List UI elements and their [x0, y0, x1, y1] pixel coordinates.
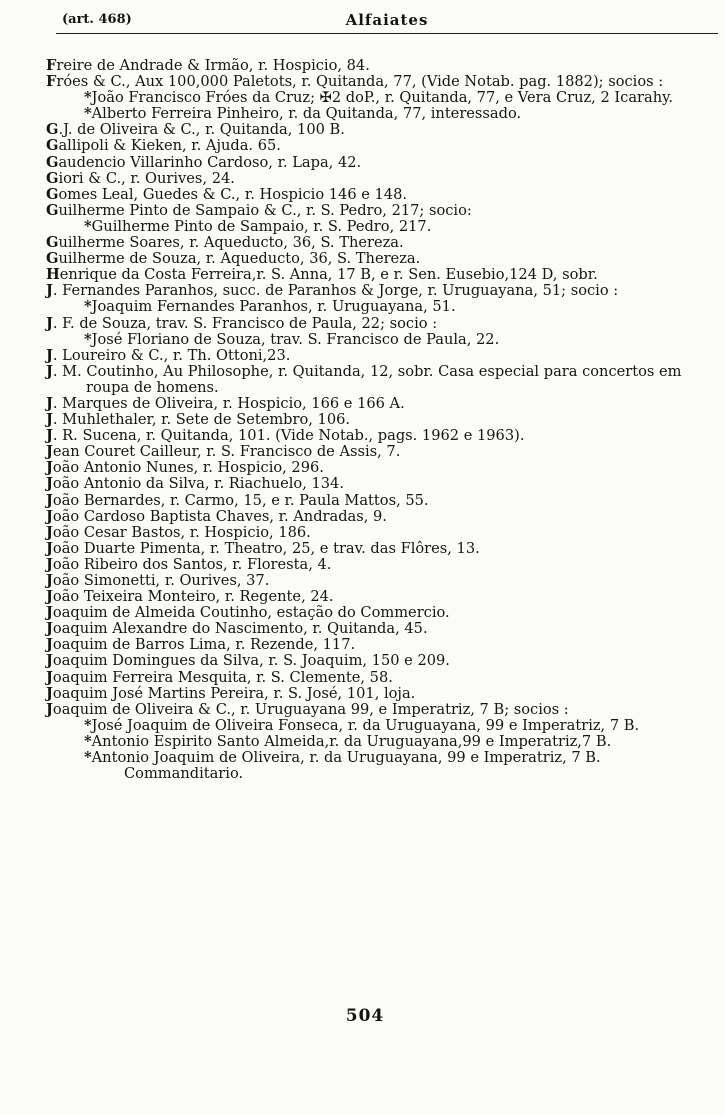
entry-text: . Marques de Oliveira, r. Hospicio, 166 e 166 A.: [52, 394, 405, 412]
entry-text: oão Cesar Bastos, r. Hospicio, 186.: [52, 523, 311, 541]
entry-initial: H: [46, 266, 60, 284]
entry-initial: J: [46, 362, 53, 380]
entry-text: uilherme Soares, r. Aqueducto, 36, S. Thereza.: [58, 234, 404, 252]
directory-entry: [46, 460, 682, 476]
partner-entry: [46, 106, 682, 122]
entry-initial: J: [46, 411, 53, 429]
entry-text: oaquim de Oliveira & C., r. Uruguayana 99, e Imperatriz, 7 B; socios :: [52, 700, 569, 718]
entry-text: oaquim José Martins Pereira, r. S. José, 101, loja.: [52, 684, 416, 702]
partner-entry: [46, 299, 682, 315]
asterisk-icon: *: [84, 217, 92, 235]
entry-initial: F: [46, 57, 57, 74]
entry-text: Antonio Joaquim de Oliveira, r. da Uruguayana, 99 e Imperatriz, 7 B. Commanditario.: [91, 749, 601, 783]
directory-entry: [46, 74, 682, 90]
page-number: 504: [345, 1006, 385, 1026]
entry-text: ean Couret Cailleur, r. S. Francisco de Assis, 7.: [52, 443, 401, 461]
entry-text: . Fernandes Paranhos, succ. de Paranhos & Jorge, r. Uruguayana, 51; socio :: [52, 282, 619, 300]
directory-entry: [46, 589, 682, 605]
directory-entry: [46, 155, 682, 171]
directory-entry: [46, 637, 682, 653]
entry-initial: F: [46, 73, 57, 91]
entry-text: oão Cardoso Baptista Chaves, r. Andradas, 9.: [52, 507, 387, 525]
asterisk-icon: *: [84, 298, 92, 316]
directory-entry: [46, 58, 682, 74]
directory-entry: [46, 396, 682, 412]
partner-entry: [46, 219, 682, 235]
entry-initial: J: [46, 668, 53, 686]
directory-entry: [46, 541, 682, 557]
entry-initial: J: [46, 475, 53, 493]
entry-initial: J: [46, 588, 53, 606]
entry-initial: J: [46, 620, 53, 638]
entry-initial: J: [46, 282, 53, 300]
partner-entry: [46, 90, 682, 106]
directory-entry: [46, 670, 682, 686]
entry-text: José Floriano de Souza, trav. S. Francisco de Paula, 22.: [91, 330, 500, 348]
entry-text: . Muhlethaler, r. Sete de Setembro, 106.: [52, 411, 351, 429]
entry-text: Alberto Ferreira Pinheiro, r. da Quitanda, 77, interessado.: [91, 105, 522, 123]
directory-entry: [46, 702, 682, 718]
entry-initial: G: [46, 250, 59, 268]
directory-entry: [46, 283, 682, 299]
directory-entry: [46, 621, 682, 637]
directory-entry: [46, 476, 682, 492]
entry-initial: J: [46, 652, 53, 670]
entry-text: omes Leal, Guedes & C., r. Hospicio 146 e 148.: [58, 185, 408, 203]
directory-entry: [46, 138, 682, 154]
entry-initial: G: [46, 137, 59, 155]
asterisk-icon: *: [84, 716, 92, 734]
entry-text: uilherme de Souza, r. Aqueducto, 36, S. Thereza.: [58, 250, 421, 268]
entry-initial: J: [46, 604, 53, 622]
directory-entry: [46, 203, 682, 219]
entry-initial: J: [46, 394, 53, 412]
directory-listing: [46, 58, 682, 782]
entry-text: róes & C., Aux 100,000 Paletots, r. Quitanda, 77, (Vide Notab. pag. 1882); socios :: [56, 73, 664, 91]
entry-initial: J: [46, 523, 53, 541]
entry-text: . F. de Souza, trav. S. Francisco de Paula, 22; socio :: [52, 314, 438, 332]
entry-text: . M. Coutinho, Au Philosophe, r. Quitanda, 12, sobr. Casa especial para concertos em roupa de homens.: [52, 362, 682, 396]
directory-entry: [46, 171, 682, 187]
directory-entry: [46, 412, 682, 428]
entry-initial: G: [46, 121, 59, 139]
entry-text: José Joaquim de Oliveira Fonseca, r. da Uruguayana, 99 e Imperatriz, 7 B.: [91, 716, 640, 734]
entry-text: Antonio Espirito Santo Almeida,r. da Uruguayana,99 e Imperatriz,7 B.: [91, 732, 612, 750]
directory-entry: [46, 653, 682, 669]
header-rule: [56, 33, 718, 34]
entry-initial: J: [46, 572, 53, 589]
entry-initial: J: [46, 555, 53, 573]
entry-initial: J: [46, 459, 53, 477]
entry-text: oaquim de Barros Lima, r. Rezende, 117.: [52, 636, 356, 654]
entry-initial: J: [46, 427, 53, 445]
entry-text: oão Teixeira Monteiro, r. Regente, 24.: [52, 588, 334, 606]
entry-text: oão Antonio Nunes, r. Hospicio, 296.: [52, 459, 324, 477]
entry-text: oaquim Alexandre do Nascimento, r. Quitanda, 45.: [52, 620, 428, 638]
directory-entry: [46, 557, 682, 573]
entry-initial: J: [46, 443, 53, 461]
entry-initial: J: [46, 700, 53, 718]
entry-text: oão Bernardes, r. Carmo, 15, e r. Paula Mattos, 55.: [52, 491, 429, 509]
directory-entry: [46, 187, 682, 203]
directory-entry: [46, 573, 682, 589]
directory-entry: [46, 509, 682, 525]
entry-text: oaquim Domingues da Silva, r. S. Joaquim, 150 e 209.: [52, 652, 450, 670]
entry-initial: J: [46, 684, 53, 702]
asterisk-icon: *: [84, 89, 92, 107]
entry-text: oão Duarte Pimenta, r. Theatro, 25, e trav. das Flôres, 13.: [52, 539, 480, 557]
entry-initial: J: [46, 314, 53, 332]
entry-text: audencio Villarinho Cardoso, r. Lapa, 42.: [58, 153, 362, 171]
entry-initial: G: [46, 185, 59, 203]
entry-text: . Loureiro & C., r. Th. Ottoni,23.: [52, 346, 291, 364]
entry-initial: J: [46, 636, 53, 654]
entry-initial: J: [46, 491, 53, 509]
directory-entry: [46, 364, 682, 396]
partner-entry: [46, 718, 682, 734]
directory-entry: [46, 444, 682, 460]
entry-text: . R. Sucena, r. Quitanda, 101. (Vide Notab., pags. 1962 e 1963).: [52, 427, 525, 445]
entry-text: oaquim Ferreira Mesquita, r. S. Clemente, 58.: [52, 668, 393, 686]
asterisk-icon: *: [84, 749, 92, 767]
directory-entry: [46, 316, 682, 332]
entry-initial: G: [46, 234, 59, 252]
entry-initial: J: [46, 507, 53, 525]
partner-entry: [46, 750, 682, 782]
page-header: [56, 8, 718, 34]
entry-text: iori & C., r. Ourives, 24.: [58, 169, 235, 187]
entry-text: uilherme Pinto de Sampaio & C., r. S. Pedro, 217; socio:: [58, 201, 472, 219]
entry-initial: J: [46, 539, 53, 557]
entry-text: Joaquim Fernandes Paranhos, r. Uruguayana, 51.: [91, 298, 456, 316]
directory-entry: [46, 235, 682, 251]
partner-entry: [46, 734, 682, 750]
entry-text: oão Antonio da Silva, r. Riachuelo, 134.: [52, 475, 344, 493]
directory-entry: [46, 686, 682, 702]
asterisk-icon: *: [84, 330, 92, 348]
entry-initial: G: [46, 169, 59, 187]
asterisk-icon: *: [84, 732, 92, 750]
page-title: Alfaiates: [345, 11, 429, 29]
asterisk-icon: *: [84, 105, 92, 123]
entry-text: oaquim de Almeida Coutinho, estação do Commercio.: [52, 604, 450, 622]
entry-initial: G: [46, 201, 59, 219]
directory-entry: [46, 122, 682, 138]
directory-entry: [46, 493, 682, 509]
directory-entry: [46, 348, 682, 364]
entry-initial: G: [46, 153, 59, 171]
entry-text: João Francisco Fróes da Cruz; ✠2 doP., r. Quitanda, 77, e Vera Cruz, 2 Icarahy.: [91, 89, 674, 107]
entry-text: oão Simonetti, r. Ourives, 37.: [52, 572, 270, 589]
article-reference: (art. 468): [62, 12, 132, 27]
entry-text: reire de Andrade & Irmão, r. Hospicio, 84.: [56, 57, 370, 74]
entry-initial: J: [46, 346, 53, 364]
directory-entry: [46, 267, 682, 283]
directory-entry: [46, 251, 682, 267]
directory-entry: [46, 525, 682, 541]
directory-entry: [46, 428, 682, 444]
entry-text: allipoli & Kieken, r. Ajuda. 65.: [58, 137, 281, 155]
entry-text: .J. de Oliveira & C., r. Quitanda, 100 B.: [58, 121, 345, 139]
entry-text: Guilherme Pinto de Sampaio, r. S. Pedro, 217.: [91, 217, 432, 235]
partner-entry: [46, 332, 682, 348]
entry-text: enrique da Costa Ferreira,r. S. Anna, 17 B, e r. Sen. Eusebio,124 D, sobr.: [59, 266, 598, 284]
directory-entry: [46, 605, 682, 621]
entry-text: oão Ribeiro dos Santos, r. Floresta, 4.: [52, 555, 332, 573]
